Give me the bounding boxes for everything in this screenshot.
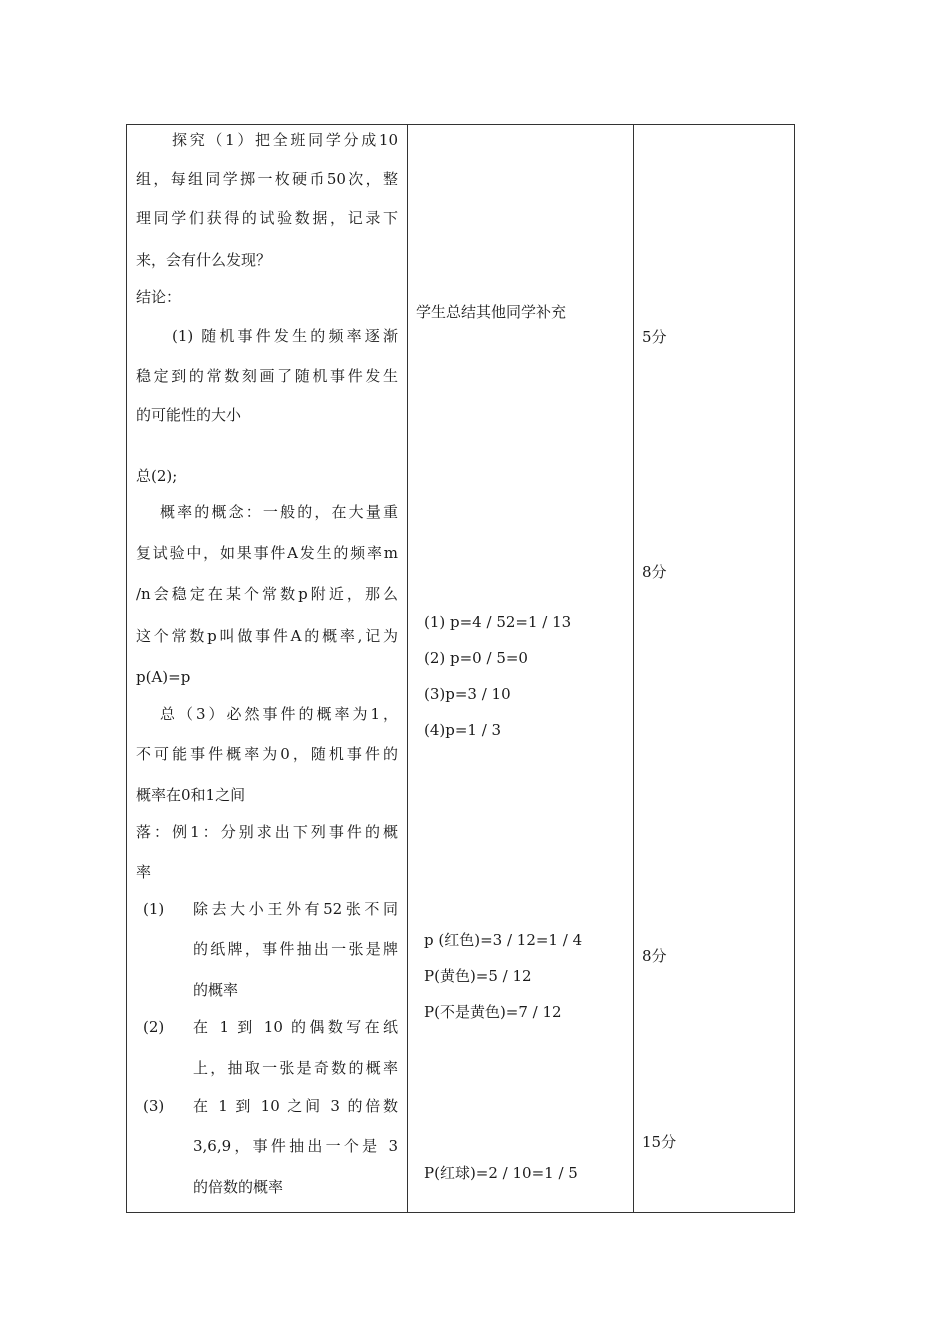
- conclusion-line-1: (1) 随机事件发生的频率逐渐: [172, 327, 398, 345]
- column-divider-2: [633, 125, 634, 1212]
- concept-line-1: 概率的概念：一般的，在大量重: [160, 503, 398, 521]
- concept-line-5: p(A)=p: [136, 668, 191, 686]
- concept-line-3: /n会稳定在某个常数p附近，那么: [136, 585, 398, 603]
- answer-1-3: (3)p=3 / 10: [424, 685, 511, 703]
- item-2-line-2: 上，抽取一张是奇数的概率: [193, 1059, 398, 1077]
- answer-1-1: (1) p=4 / 52=1 / 13: [424, 613, 572, 631]
- explore-line-4: 来，会有什么发现？: [136, 251, 272, 269]
- concept-line-4: 这个常数p叫做事件A的概率,记为: [136, 627, 398, 645]
- item-3-line-1: 在 1 到 10 之间 3 的倍数: [193, 1097, 398, 1115]
- item-1-number: (1): [143, 900, 165, 918]
- column-divider-1: [407, 125, 408, 1212]
- item-1-line-3: 的概率: [193, 981, 239, 999]
- explore-line-2: 组，每组同学掷一枚硬币50次，整: [136, 170, 398, 188]
- answer-2-2: P(黄色)=5 / 12: [424, 967, 532, 985]
- example-line-2: 率: [136, 863, 152, 881]
- concept-line-2: 复试验中，如果事件A发生的频率m: [136, 544, 398, 562]
- item-3-line-3: 的倍数的概率: [193, 1178, 284, 1196]
- answer-2-1: p (红色)=3 / 12=1 / 4: [424, 931, 583, 949]
- item-2-line-1: 在 1 到 10 的偶数写在纸: [193, 1018, 398, 1036]
- time-3: 8分: [642, 947, 667, 965]
- item-1-line-1: 除去大小王外有52张不同: [193, 900, 398, 918]
- explore-line-3: 理同学们获得的试验数据，记录下: [136, 209, 398, 227]
- answer-2-3: P(不是黄色)=7 / 12: [424, 1003, 562, 1021]
- item-3-number: (3): [143, 1097, 165, 1115]
- summary3-line-2: 不可能事件概率为0，随机事件的: [136, 745, 398, 763]
- time-1: 5分: [642, 328, 667, 346]
- conclusion-line-3: 的可能性的大小: [136, 406, 242, 424]
- summary3-line-3: 概率在0和1之间: [136, 786, 246, 804]
- example-line-1: 落：例1：分别求出下列事件的概: [136, 823, 398, 841]
- summary3-line-1: 总（3）必然事件的概率为1，: [160, 705, 398, 723]
- time-4: 15分: [642, 1133, 677, 1151]
- item-1-line-2: 的纸牌，事件抽出一张是牌: [193, 940, 398, 958]
- item-3-line-2: 3,6,9，事件抽出一个是 3: [193, 1137, 398, 1155]
- time-2: 8分: [642, 563, 667, 581]
- answer-1-2: (2) p=0 / 5=0: [424, 649, 528, 667]
- item-2-number: (2): [143, 1018, 165, 1036]
- answer-1-4: (4)p=1 / 3: [424, 721, 502, 739]
- summary2-label: 总(2);: [136, 467, 178, 485]
- conclusion-line-2: 稳定到的常数刻画了随机事件发生: [136, 367, 398, 385]
- student-summary: 学生总结其他同学补充: [416, 303, 567, 321]
- explore-line-1: 探究（1）把全班同学分成10: [172, 131, 398, 149]
- lesson-table: [126, 124, 795, 1213]
- answer-3: P(红球)=2 / 10=1 / 5: [424, 1164, 578, 1182]
- conclusion-label: 结论：: [136, 288, 182, 306]
